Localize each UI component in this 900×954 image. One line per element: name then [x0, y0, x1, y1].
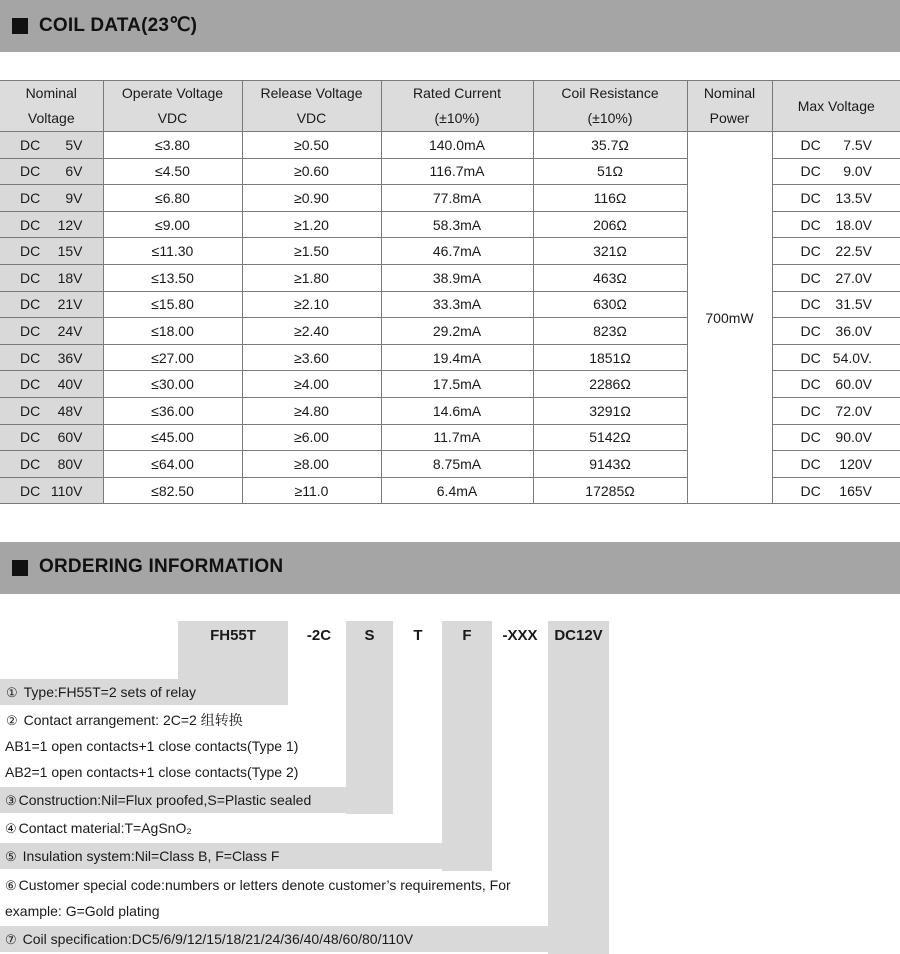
rated-current-cell: 8.75mA [381, 451, 533, 478]
operate-voltage-cell: ≤6.80 [103, 185, 242, 212]
rated-current-cell: 19.4mA [381, 344, 533, 371]
nominal-voltage-cell: DC 110V [0, 477, 103, 504]
operate-voltage-cell: ≤9.00 [103, 211, 242, 238]
nominal-voltage-cell: DC 36V [0, 344, 103, 371]
release-voltage-cell: ≥0.60 [242, 158, 381, 185]
max-voltage-cell: DC 120V [772, 451, 900, 478]
coil-resistance-cell: 823Ω [533, 318, 687, 345]
release-voltage-cell: ≥1.80 [242, 264, 381, 291]
max-voltage-cell: DC 36.0V [772, 318, 900, 345]
operate-voltage-cell: ≤13.50 [103, 264, 242, 291]
max-voltage-cell: DC 9.0V [772, 158, 900, 185]
header-release-voltage: Release Voltage VDC [242, 81, 381, 132]
nominal-power-cell: 700mW [687, 132, 772, 504]
max-voltage-cell: DC 72.0V [772, 397, 900, 424]
max-voltage-cell: DC 7.5V [772, 132, 900, 159]
rated-current-cell: 140.0mA [381, 132, 533, 159]
coil-data-section-header [0, 0, 900, 52]
max-voltage-cell: DC 60.0V [772, 371, 900, 398]
nominal-voltage-cell: DC 21V [0, 291, 103, 318]
nominal-voltage-cell: DC 48V [0, 397, 103, 424]
code-part-construction: S [364, 627, 375, 644]
rated-current-cell: 17.5mA [381, 371, 533, 398]
release-voltage-cell: ≥0.90 [242, 185, 381, 212]
rated-current-cell: 58.3mA [381, 211, 533, 238]
header-max-voltage: Max Voltage [772, 81, 900, 132]
coil-data-title: COIL DATA(23℃) [39, 15, 198, 36]
coil-resistance-cell: 9143Ω [533, 451, 687, 478]
note-special-code: ⑥ Customer special code:numbers or letters denote customer’s requirements, For [5, 877, 511, 893]
operate-voltage-cell: ≤3.80 [103, 132, 242, 159]
release-voltage-cell: ≥6.00 [242, 424, 381, 451]
max-voltage-cell: DC 165V [772, 477, 900, 504]
release-voltage-cell: ≥2.10 [242, 291, 381, 318]
rated-current-cell: 116.7mA [381, 158, 533, 185]
note-type: ① Type:FH55T=2 sets of relay [0, 679, 288, 705]
release-voltage-cell: ≥1.50 [242, 238, 381, 265]
operate-voltage-cell: ≤27.00 [103, 344, 242, 371]
operate-voltage-cell: ≤18.00 [103, 318, 242, 345]
nominal-voltage-cell: DC 12V [0, 211, 103, 238]
rated-current-cell: 77.8mA [381, 185, 533, 212]
nominal-voltage-cell: DC 6V [0, 158, 103, 185]
coil-resistance-cell: 2286Ω [533, 371, 687, 398]
code-part-special: -XXX [502, 627, 538, 644]
max-voltage-cell: DC 31.5V [772, 291, 900, 318]
max-voltage-cell: DC 27.0V [772, 264, 900, 291]
note-special-code-example: example: G=Gold plating [5, 903, 160, 919]
operate-voltage-cell: ≤15.80 [103, 291, 242, 318]
nominal-voltage-cell: DC 40V [0, 371, 103, 398]
ordering-info-title: ORDERING INFORMATION [39, 556, 284, 577]
coil-resistance-cell: 35.7Ω [533, 132, 687, 159]
release-voltage-cell: ≥3.60 [242, 344, 381, 371]
coil-resistance-cell: 206Ω [533, 211, 687, 238]
max-voltage-cell: DC 54.0V. [772, 344, 900, 371]
coil-resistance-cell: 630Ω [533, 291, 687, 318]
note-coil-specification: ⑦ Coil specification:DC5/6/9/12/15/18/21/24/36/40/48/60/80/110V [0, 926, 609, 952]
header-nominal-power: Nominal Power [687, 81, 772, 132]
note-contact-arrangement: ② Contact arrangement: 2C=2 组转换 [6, 712, 243, 728]
ordering-info-section-header [0, 542, 900, 594]
operate-voltage-cell: ≤45.00 [103, 424, 242, 451]
rated-current-cell: 29.2mA [381, 318, 533, 345]
coil-resistance-cell: 17285Ω [533, 477, 687, 504]
release-voltage-cell: ≥1.20 [242, 211, 381, 238]
code-part-material: T [413, 627, 423, 644]
rated-current-cell: 38.9mA [381, 264, 533, 291]
max-voltage-cell: DC 18.0V [772, 211, 900, 238]
nominal-voltage-cell: DC 60V [0, 424, 103, 451]
coil-data-table [0, 80, 900, 504]
operate-voltage-cell: ≤4.50 [103, 158, 242, 185]
rated-current-cell: 33.3mA [381, 291, 533, 318]
coil-resistance-cell: 463Ω [533, 264, 687, 291]
operate-voltage-cell: ≤82.50 [103, 477, 242, 504]
header-operate-voltage: Operate Voltage VDC [103, 81, 242, 132]
square-bullet-icon [12, 18, 28, 34]
note-insulation: ⑤ Insulation system:Nil=Class B, F=Class F [0, 843, 492, 869]
square-bullet-icon [12, 560, 28, 576]
nominal-voltage-cell: DC 15V [0, 238, 103, 265]
table-header-row [0, 81, 900, 132]
code-part-type: FH55T [210, 627, 256, 644]
nominal-voltage-cell: DC 18V [0, 264, 103, 291]
release-voltage-cell: ≥0.50 [242, 132, 381, 159]
operate-voltage-cell: ≤36.00 [103, 397, 242, 424]
header-coil-resistance: Coil Resistance (±10%) [533, 81, 687, 132]
coil-resistance-cell: 321Ω [533, 238, 687, 265]
rated-current-cell: 6.4mA [381, 477, 533, 504]
note-contact-ab2: AB2=1 open contacts+1 close contacts(Type 2) [5, 764, 299, 780]
table-row [0, 132, 900, 159]
header-rated-current: Rated Current (±10%) [381, 81, 533, 132]
code-part-coil: DC12V [554, 627, 603, 644]
coil-resistance-cell: 3291Ω [533, 397, 687, 424]
coil-resistance-cell: 116Ω [533, 185, 687, 212]
code-part-insulation: F [462, 627, 472, 644]
release-voltage-cell: ≥11.0 [242, 477, 381, 504]
rated-current-cell: 14.6mA [381, 397, 533, 424]
rated-current-cell: 46.7mA [381, 238, 533, 265]
max-voltage-cell: DC 90.0V [772, 424, 900, 451]
release-voltage-cell: ≥4.80 [242, 397, 381, 424]
operate-voltage-cell: ≤11.30 [103, 238, 242, 265]
coil-resistance-cell: 5142Ω [533, 424, 687, 451]
max-voltage-cell: DC 22.5V [772, 238, 900, 265]
nominal-voltage-cell: DC 80V [0, 451, 103, 478]
coil-resistance-cell: 1851Ω [533, 344, 687, 371]
note-contact-ab1: AB1=1 open contacts+1 close contacts(Type 1) [5, 738, 299, 754]
operate-voltage-cell: ≤64.00 [103, 451, 242, 478]
rated-current-cell: 11.7mA [381, 424, 533, 451]
max-voltage-cell: DC 13.5V [772, 185, 900, 212]
coil-resistance-cell: 51Ω [533, 158, 687, 185]
header-nominal-voltage: Nominal Voltage [0, 81, 103, 132]
release-voltage-cell: ≥2.40 [242, 318, 381, 345]
nominal-voltage-cell: DC 5V [0, 132, 103, 159]
note-contact-material: ④ Contact material:T=AgSnO₂ [5, 820, 192, 836]
operate-voltage-cell: ≤30.00 [103, 371, 242, 398]
release-voltage-cell: ≥8.00 [242, 451, 381, 478]
nominal-voltage-cell: DC 24V [0, 318, 103, 345]
note-construction: ③ Construction:Nil=Flux proofed,S=Plastic sealed [0, 787, 393, 813]
nominal-voltage-cell: DC 9V [0, 185, 103, 212]
code-part-contact: -2C [306, 627, 332, 644]
release-voltage-cell: ≥4.00 [242, 371, 381, 398]
